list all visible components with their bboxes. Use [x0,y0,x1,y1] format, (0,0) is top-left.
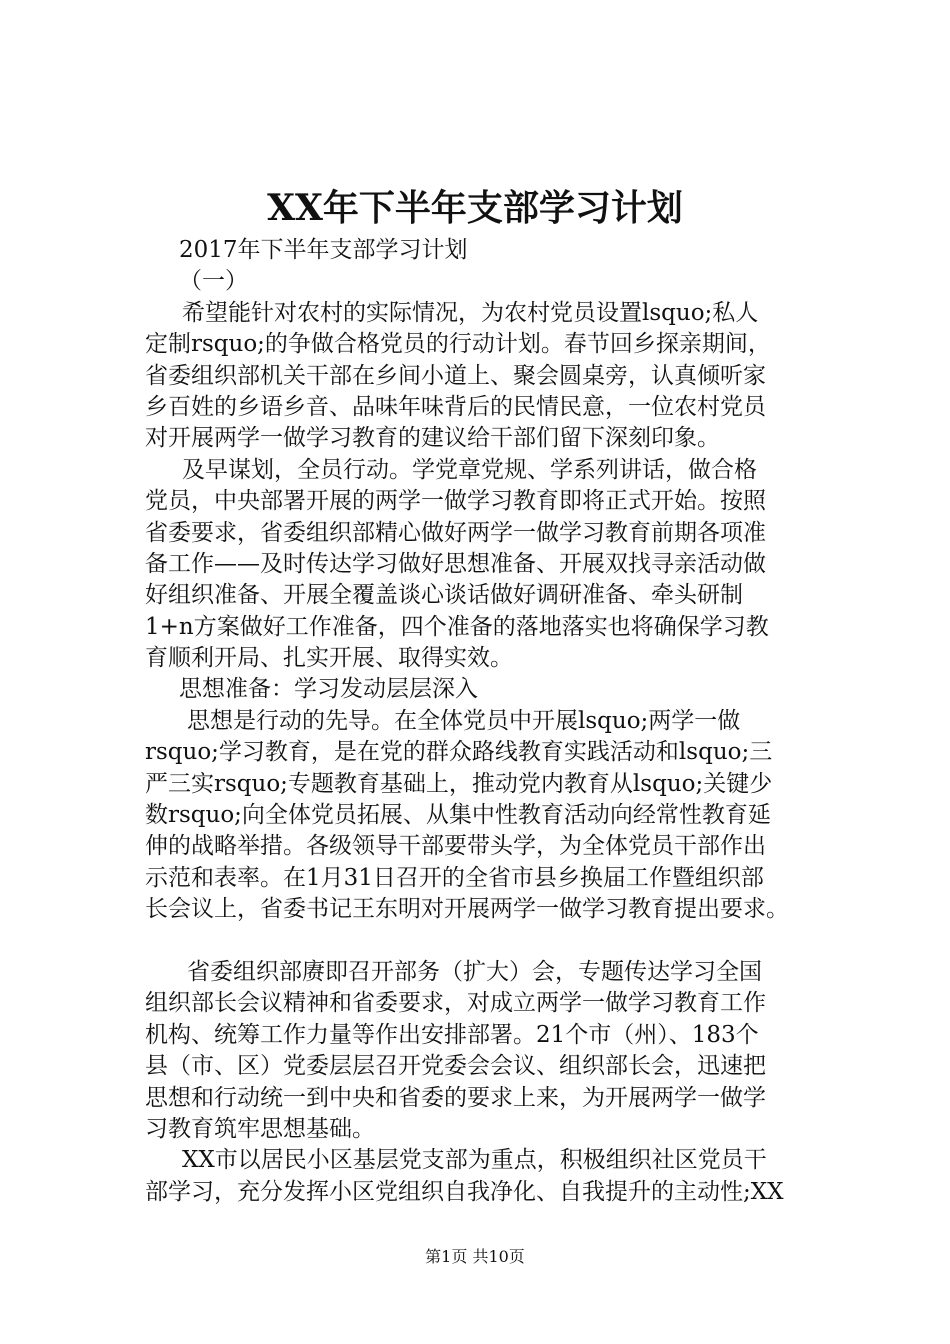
paragraph-line: 思想是行动的先导。在全体党员中开展lsquo;两学一做 [187,707,741,734]
paragraph-line: 县（市、区）党委层层召开党委会会议、组织部长会，迅速把 [145,1053,766,1080]
paragraph-3 [145,706,835,926]
paragraph-line: 长会议上，省委书记王东明对开展两学一做学习教育提出要求。 [145,896,789,923]
paragraph-line: 及早谋划，全员行动。学党章党规、学系列讲话，做合格 [182,456,757,483]
paragraph-line: 育顺利开局、扎实开展、取得实效。 [145,645,513,672]
paragraph-line: 伸的战略举措。各级领导干部要带头学，为全体党员干部作出 [145,833,766,860]
paragraph-5 [145,1145,835,1208]
document-subtitle: 2017年下半年支部学习计划 [179,237,468,263]
blank-line [145,926,835,957]
paragraph-line: 乡百姓的乡语乡音、品味年味背后的民情民意，一位农村党员 [145,393,766,420]
paragraph-line: 示范和表率。在1月31日召开的全省市县乡换届工作暨组织部 [145,864,764,891]
page-title: XX年下半年支部学习计划 [267,187,683,229]
paragraph-line: 对开展两学一做学习教育的建议给干部们留下深刻印象。 [145,425,720,452]
page-footer: 第1页 共10页 [425,1247,525,1266]
paragraph-line: XX市以居民小区基层党支部为重点，积极组织社区党员干 [182,1147,767,1174]
paragraph-line: 数rsquo;向全体党员拓展、从集中性教育活动向经常性教育延 [145,802,771,829]
paragraph-4 [145,957,835,1145]
paragraph-line: 好组织准备、开展全覆盖谈心谈话做好调研准备、牵头研制 [145,582,743,609]
paragraph-line: 思想和行动统一到中央和省委的要求上来，为开展两学一做学 [145,1084,766,1111]
paragraph-line: 备工作——及时传达学习做好思想准备、开展双找寻亲活动做 [145,550,766,577]
paragraph-line: 习教育筑牢思想基础。 [145,1115,375,1142]
paragraph-line: 机构、统筹工作力量等作出安排部署。21个市（州）、183个 [145,1021,759,1048]
paragraph-line: 党员，中央部署开展的两学一做学习教育即将正式开始。按照 [145,488,766,515]
paragraph-line: 组织部长会议精神和省委要求，对成立两学一做学习教育工作 [145,990,766,1017]
paragraph-line: 省委组织部机关干部在乡间小道上、聚会圆桌旁，认真倾听家 [145,362,766,389]
paragraph-line: 定制rsquo;的争做合格党员的行动计划。春节回乡探亲期间， [145,331,771,358]
paragraph-line: 部学习，充分发挥小区党组织自我净化、自我提升的主动性;XX [145,1178,784,1205]
paragraph-line: rsquo;学习教育，是在党的群众路线教育实践活动和lsquo;三 [145,739,773,766]
paragraph-line: 1+n方案做好工作准备，四个准备的落地落实也将确保学习教 [145,613,769,640]
paragraph-line: 省委组织部赓即召开部务（扩大）会，专题传达学习全国 [187,958,762,985]
section-heading: 思想准备：学习发动层层深入 [179,676,478,703]
section-marker: （一） [179,268,248,295]
document-body [145,235,835,1208]
paragraph-line: 严三实rsquo;专题教育基础上，推动党内教育从lsquo;关键少 [145,770,773,797]
paragraph-2 [145,455,835,675]
paragraph-1 [145,298,835,455]
paragraph-line: 希望能针对农村的实际情况，为农村党员设置lsquo;私人 [182,299,759,326]
paragraph-line: 省委要求，省委组织部精心做好两学一做学习教育前期各项准 [145,519,766,546]
